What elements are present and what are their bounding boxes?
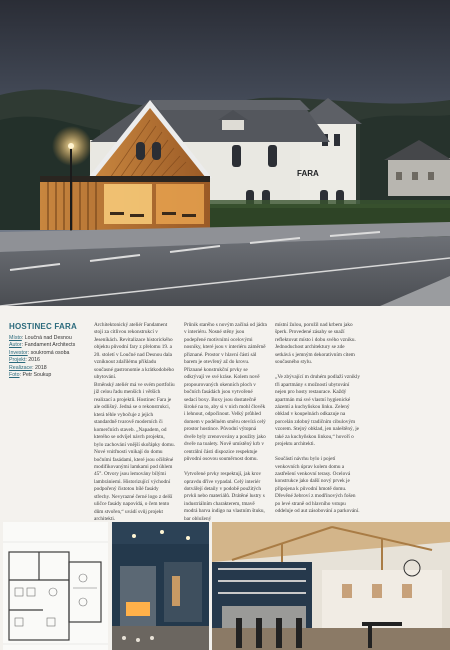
meta-row-project: Projekt: 2016	[9, 357, 40, 364]
article-column-1	[94, 322, 175, 389]
paragraph: Architektonický ateliér Fandament stoji za citlivou rekonstrukcí v Jeseníkách. Revitalizace historického objektu původní fary z přelomu 19. a 20. století v Loučné nad Desnou dala vzniknout zdařilému příkladu současné gastronomie a krátkodobého ubytování.	[94, 322, 175, 381]
meta-value: soukromá osoba	[30, 349, 70, 356]
meta-row-realization: Realizace: 2018	[9, 364, 47, 371]
meta-list	[9, 335, 85, 380]
meta-value: Loučná nad Desnou	[24, 335, 72, 341]
paragraph: Vytvořené prvky respektují, jak krov opravdu dříve vypadal. Celý interiér dotvářejí detaily v podobě použitých prvků nebo materiálů. Drátěné lustry s industriálním charakterem, tmavě modrá barva indigo na vlastním štuku, bar obložený	[184, 471, 265, 522]
paragraph: Brněnský ateliér má ve svém portfoliu již celou řadu menších i větších realizací a projektů. Hostinec Fara je ale odlišný. Jedná se o rekonstrukci, která téhle vybočuje z jejich standardně tvarově moderních či komerčních staveb. „Napadem, od kterého se odvíjel návrh projektu, bylo zachování vnější skořápky domu. Nové vnitřnosti vnikají do domu bočními fasádami, které jsou očištěné modifikovanými lamkami pod úhlem 45°. Otvory jsou lemovány bílými lambrániemi. Historizující východní podpořený čistotou bílé fasády střechy. Nevyrazné černé logo z delší uličce fasády napovídá, o čem tento dům stvořen,“ uvádí svůj projekt architekti.	[94, 382, 175, 523]
paragraph: „Ve zbývající m druhém podlaží vznikly tři apartmány s možností ubytování nejen pro hosty restaurace. Každý apartmán má své vlastní hygienické zázemí a kuchyňskou linku. Zelený obklad v koupelnách odkazuje na porcelán zdobný tradičním cibulovým vzorem. Stejný obklad, jen naleštěný, je také za kuchyňskou linkou,“ hovoří o projektu architekti.	[275, 374, 360, 448]
meta-key: Místo	[9, 335, 22, 341]
meta-key: Projekt	[9, 357, 26, 364]
meta-row-photo: Foto: Petr Soukup	[9, 372, 52, 379]
article-column-3	[184, 322, 267, 531]
hero-photo	[0, 0, 450, 306]
meta-value: 2018	[34, 364, 47, 371]
meta-key: Investor	[9, 349, 28, 356]
article-column-4	[275, 322, 360, 538]
meta-row-place: Místo: Loučná nad Desnou	[9, 335, 72, 341]
interior-fireplace-photo	[112, 522, 209, 650]
article-title: HOSTINEC FARA	[9, 322, 77, 331]
paragraph: Průnik starého s novým začíná od jádra v interiéru. Nosné stěny jsou podepřené motivními ocelovými nosníky, které jsou v interiéru záměrně přiznané. Prostor v hlavní části sál barem je otevřený až do krovu. Přiznané konstrukční prvky se odkrývají ve své kráse. Kolem nově propourovaných okenních ploch v bočních fasádách jsou vytvořené sedací boxy. Boxy jsou dostatečně široké na to, aby si v nich mohl člověk i lehnout, odpočinout. Velký průhled domem v podélném směru otevírá celý prostor hostince. Původní výtopná dveře byly zrenovovány a použity jako dveře na toalety. Nově umístěný krb v centrální části dispozice respektuje původní osovou souměrnost domu.	[184, 322, 267, 463]
meta-value: Petr Soukup	[22, 372, 52, 379]
meta-row-investor: Investor: soukromá osoba	[9, 349, 70, 356]
floor-plan-drawing	[3, 522, 108, 650]
meta-row-author: Autor: Fandament Architects	[9, 342, 76, 349]
article-meta-column	[9, 322, 85, 380]
meta-value: Fandament Architects	[24, 342, 76, 349]
article-body	[0, 306, 450, 523]
interior-bar-photo	[212, 522, 450, 650]
meta-key: Autor	[9, 342, 22, 349]
fara-sign: FARA	[297, 169, 319, 178]
meta-key: Realizace	[9, 364, 33, 371]
paragraph: Součástí návrhu bylo i pojetí venkovních úprav kolem domu a zastřešení venkovní terasy. Ocelová konstrukce jako další nový prvek je připojena k původní hmotě domu. Dřevěné žebroví z modřínových fošen po levé straně od hlavního vstupu oddeluje od aut zásobování a parkování.	[275, 456, 360, 515]
paragraph: místní žulou, porožil nad krbem jako šperk. Provedené zásahy se snaží reflektovat místo i dobu svého vzniku. Jednoduchost architektury se zde setkává s jemným dekorativním citem současného stylu.	[275, 322, 356, 366]
meta-value: 2016	[28, 357, 40, 364]
meta-key: Foto	[9, 372, 20, 379]
